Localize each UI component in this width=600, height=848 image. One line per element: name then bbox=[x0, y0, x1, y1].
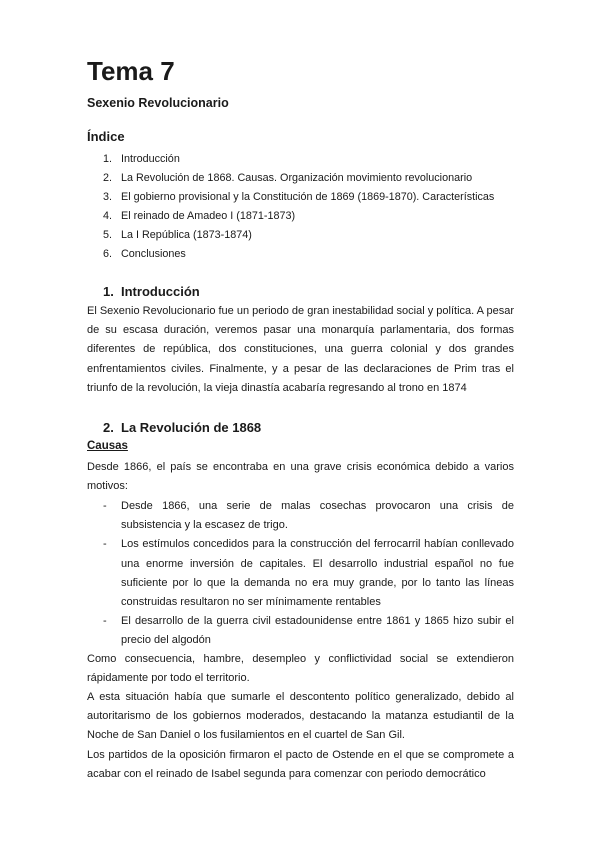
toc-item: 4. El reinado de Amadeo I (1871-1873) bbox=[103, 210, 296, 222]
index-heading: Índice bbox=[87, 129, 125, 144]
consequence-paragraph: Como consecuencia, hambre, desempleo y conflictividad social se extendieron rápidamente por todo el territorio. bbox=[87, 653, 514, 685]
document-title: Tema 7 bbox=[87, 56, 175, 86]
causas-list bbox=[103, 497, 514, 651]
political-paragraph: A esta situación había que sumarle el descontento político generalizado, debido al autoritarismo de los gobiernos moderados, destacando la matanza estudiantil de la Noche de San Daniel o los fusilamientos en el cuartel de San Gil. bbox=[87, 691, 514, 742]
document-subtitle: Sexenio Revolucionario bbox=[87, 96, 229, 110]
table-of-contents bbox=[103, 150, 494, 264]
section-heading-introduccion: 1. Introducción bbox=[103, 284, 200, 299]
toc-item: 3. El gobierno provisional y la Constitución de 1869 (1869-1870). Características bbox=[103, 191, 495, 203]
toc-item: 2. La Revolución de 1868. Causas. Organización movimiento revolucionario bbox=[103, 172, 473, 184]
causas-subheading: Causas bbox=[87, 440, 128, 452]
list-item: - El desarrollo de la guerra civil estadounidense entre 1861 y 1865 hizo subir el precio del algodón bbox=[103, 615, 514, 647]
toc-item: 5. La I República (1873-1874) bbox=[103, 229, 252, 241]
intro-paragraph: El Sexenio Revolucionario fue un periodo de gran inestabilidad social y política. A pesar de su escasa duración, veremos pasar una monarquía parlamentaria, dos formas diferentes de república, dos constituciones, una guerra colonial y dos grandes enfrentamientos civiles. Finalmente, y a pesar de las declaraciones de Prim tras el triunfo de la revolución, la vieja dinastía acabaría regresando al trono en 1874 bbox=[87, 305, 514, 394]
section-heading-revolucion: 2. La Revolución de 1868 bbox=[103, 420, 262, 435]
list-item: - Los estímulos concedidos para la construcción del ferrocarril habían conllevado una enorme inversión de capitales. El desarrollo industrial español no fue suficiente por lo que la demanda no era muy grande, por lo tanto las líneas construidas resultaron no ser mínimamente rentables bbox=[103, 538, 514, 609]
opposition-paragraph: Los partidos de la oposición firmaron el pacto de Ostende en el que se compromete a acabar con el reinado de Isabel segunda para comenzar con periodo democrático bbox=[87, 749, 514, 781]
list-item: - Desde 1866, una serie de malas cosechas provocaron una crisis de subsistencia y la escasez de trigo. bbox=[103, 500, 514, 532]
toc-item: 1. Introducción bbox=[103, 153, 180, 165]
causas-intro-paragraph: Desde 1866, el país se encontraba en una grave crisis económica debido a varios motivos: bbox=[87, 461, 514, 493]
toc-item: 6. Conclusiones bbox=[103, 248, 186, 260]
